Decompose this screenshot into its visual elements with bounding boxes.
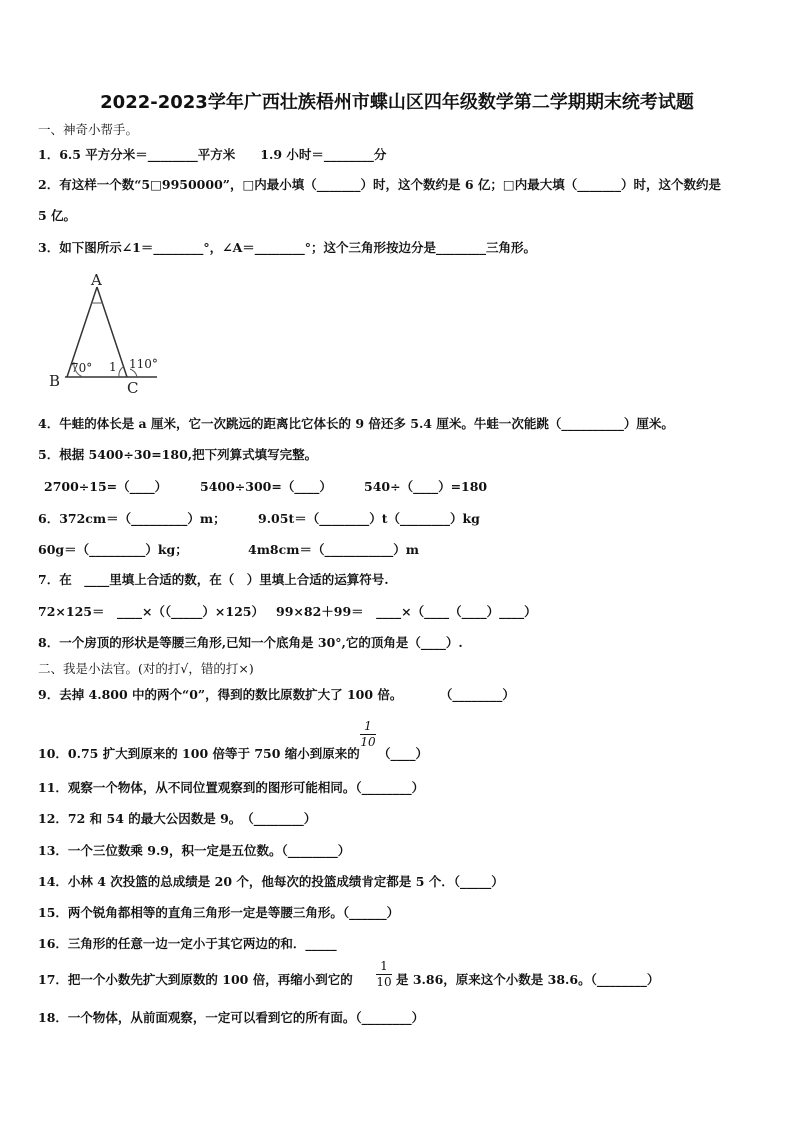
question-5-item-3: 540÷（____）=180 <box>364 479 488 494</box>
fraction-numerator: 1 <box>380 959 388 973</box>
question-2-line-1: 2．有这样一个数“5□9950000”，□内最小填（_______）时，这个数约是 6 亿；□内最大填（_______）时，这个数约是 <box>38 177 721 192</box>
page-title: 2022-2023学年广西壮族梧州市蝶山区四年级数学第二学期期末统考试题 <box>100 92 694 113</box>
vertex-a-label: A <box>91 271 102 289</box>
question-2-line-2: 5 亿。 <box>38 208 77 223</box>
question-13: 13．一个三位数乘 9.9，积一定是五位数。（________） <box>38 843 351 858</box>
question-6-item-2: 9.05t＝（________）t（________）kg <box>258 511 480 526</box>
question-9: 9．去掉 4.800 中的两个“0”，得到的数比原数扩大了 100 倍。 （________） <box>38 687 515 702</box>
question-18: 18．一个物体，从前面观察，一定可以看到它的所有面。（________） <box>38 1010 425 1025</box>
question-10-answer: （____） <box>378 746 429 761</box>
triangle-figure <box>45 265 175 395</box>
question-5-item-2: 5400÷300=（____） <box>200 479 332 494</box>
question-15: 15．两个锐角都相等的直角三角形一定是等腰三角形。（______） <box>38 905 400 920</box>
section-heading-1: 一、神奇小帮手。 <box>38 122 139 137</box>
question-7: 7．在 ____里填上合适的数，在（ ）里填上合适的运算符号. <box>38 572 389 587</box>
question-12: 12．72 和 54 的最大公因数是 9。 （________） <box>38 811 317 826</box>
question-17: 17．把一个小数先扩大到原数的 100 倍，再缩小到它的 <box>38 972 353 987</box>
question-7-item-1: 72×125＝ ____×（（_____）×125） <box>38 604 265 619</box>
question-6-item-4: 4m8cm＝（___________）m <box>248 542 419 557</box>
fraction-numerator: 1 <box>364 719 372 733</box>
question-7-item-2: 99×82＋99＝ ____×（____（____）____） <box>276 604 537 619</box>
fraction-denominator: 10 <box>376 975 392 989</box>
angle-b-label: 70° <box>71 361 93 375</box>
exterior-angle-label: 110° <box>129 357 158 371</box>
vertex-c-label: C <box>127 379 139 395</box>
question-17-fraction <box>376 960 392 989</box>
question-17-tail: 是 3.86，原来这个小数是 38.6。（________） <box>396 972 660 987</box>
question-4: 4．牛蛙的体长是 a 厘米，它一次跳远的距离比它体长的 9 倍还多 5.4 厘米。牛蛙一次能跳（__________）厘米。 <box>38 416 674 431</box>
question-6-item-1: 6．372cm＝（_________）m； <box>38 511 226 526</box>
question-3: 3．如下图所示∠1＝________°，∠A＝________°；这个三角形按边分是________三角形。 <box>38 240 537 255</box>
vertex-b-label: B <box>49 372 61 390</box>
question-8: 8．一个房顶的形状是等腰三角形,已知一个底角是 30°,它的顶角是（____）. <box>38 635 463 650</box>
question-1: 1．6.5 平方分米＝________平方米 1.9 小时＝________分 <box>38 147 387 162</box>
question-11: 11．观察一个物体，从不同位置观察到的图形可能相同。（________） <box>38 780 425 795</box>
question-6-item-3: 60g＝（_________）kg； <box>38 542 188 557</box>
question-5: 5．根据 5400÷30=180,把下列算式填写完整。 <box>38 447 318 462</box>
question-10-fraction <box>360 720 376 749</box>
question-10: 10．0.75 扩大到原来的 100 倍等于 750 缩小到原来的 <box>38 746 360 761</box>
question-16: 16．三角形的任意一边一定小于其它两边的和．_____ <box>38 936 337 951</box>
angle-1-label: 1 <box>109 360 117 374</box>
section-heading-2: 二、我是小法官。(对的打√，错的打×) <box>38 661 254 676</box>
question-5-item-1: 2700÷15=（____） <box>44 479 168 494</box>
fraction-denominator: 10 <box>360 735 376 749</box>
question-14: 14．小林 4 次投篮的总成绩是 20 个，他每次的投篮成绩肯定都是 5 个．（_____） <box>38 874 504 889</box>
